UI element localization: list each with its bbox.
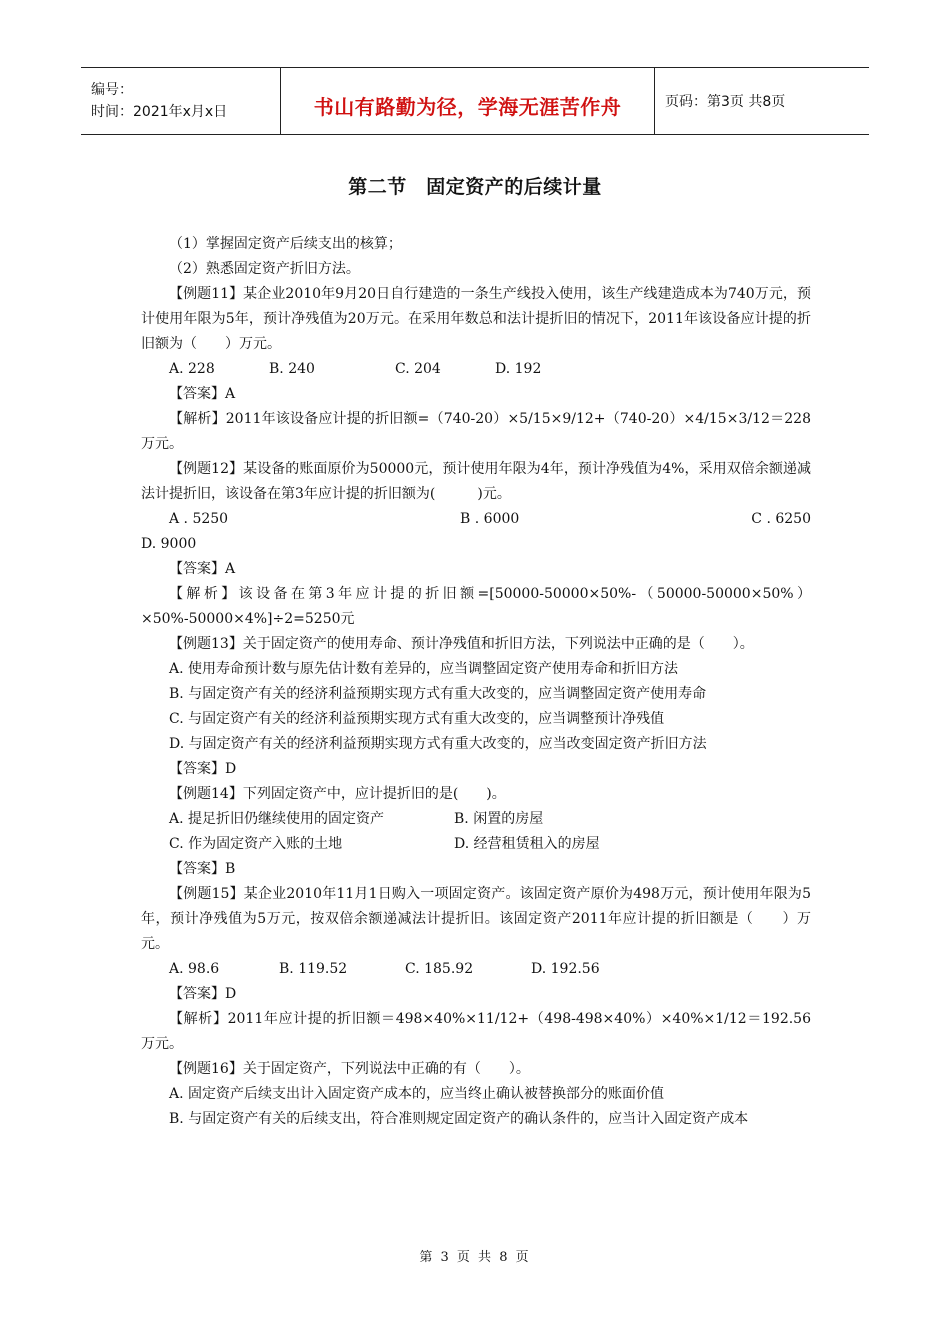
motto: 书山有路勤为径，学海无涯苦作舟 [313, 94, 622, 119]
document-body [141, 232, 811, 1132]
option-b: B. 119.52 [279, 961, 348, 977]
option-a: A . 5250 [169, 511, 229, 527]
question-14: 【例题14】下列固定资产中，应计提折旧的是( )。 [169, 786, 506, 802]
option-c: C. 与固定资产有关的经济利益预期实现方式有重大改变的，应当调整预计净残值 [169, 711, 665, 727]
question-15-answer: 【答案】D [169, 986, 237, 1002]
page-footer: 第 3 页 共 8 页 [419, 1250, 531, 1265]
objective-1: （1）掌握固定资产后续支出的核算； [169, 236, 402, 252]
question-11-answer: 【答案】A [169, 386, 236, 402]
question-11: 【例题11】某企业2010年9月20日自行建造的一条生产线投入使用，该生产线建造成本为740万元，预计使用年限为5年，预计净残值为20万元。在采用年数总和法计提折旧的情况下，2011年该设备应计提的折旧额为（ ）万元。 [141, 286, 811, 352]
header-meta [81, 68, 281, 134]
question-14-answer: 【答案】B [169, 861, 236, 877]
page-header [81, 67, 869, 135]
question-11-explanation: 【解析】2011年该设备应计提的折旧额=（740-20）×5/15×9/12+（740-20）×4/15×3/12＝228万元。 [141, 411, 811, 452]
option-d: D. 经营租赁租入的房屋 [454, 836, 600, 852]
question-15-options [141, 957, 811, 982]
option-a: A. 使用寿命预计数与原先估计数有差异的，应当调整固定资产使用寿命和折旧方法 [169, 661, 679, 677]
option-d: D. 192.56 [531, 961, 600, 977]
option-b: B . 6000 [460, 511, 520, 527]
option-c: C. 185.92 [405, 961, 474, 977]
question-12-option-d: D. 9000 [141, 536, 197, 552]
question-13-answer: 【答案】D [169, 761, 237, 777]
option-a: A. 固定资产后续支出计入固定资产成本的，应当终止确认被替换部分的账面价值 [169, 1086, 665, 1102]
option-c: C. 204 [395, 361, 441, 377]
option-d: D. 与固定资产有关的经济利益预期实现方式有重大改变的，应当改变固定资产折旧方法 [169, 736, 707, 752]
question-15: 【例题15】某企业2010年11月1日购入一项固定资产。该固定资产原价为498万元，预计使用年限为5年，预计净残值为5万元，按双倍余额递减法计提折旧。该固定资产2011年应计提的折旧额是（ ）万元。 [141, 886, 811, 952]
page-info: 页码：第3页 共8页 [665, 94, 786, 110]
header-page-info-cell [655, 68, 869, 134]
question-11-options [141, 357, 811, 382]
option-a: A. 228 [169, 361, 215, 377]
number-label: 编号： [91, 82, 133, 98]
question-12-answer: 【答案】A [169, 561, 236, 577]
option-d: D. 192 [495, 361, 542, 377]
question-12-options [141, 507, 811, 532]
option-c: C . 6250 [751, 511, 811, 527]
option-b: B. 240 [269, 361, 315, 377]
header-motto-cell [281, 68, 655, 134]
option-c: C. 作为固定资产入账的土地 [169, 836, 343, 852]
question-13: 【例题13】关于固定资产的使用寿命、预计净残值和折旧方法，下列说法中正确的是（ ）。 [169, 636, 754, 652]
question-12-explanation: 【解析】该设备在第3年应计提的折旧额=[50000-50000×50%-（50000-50000×50%）×50%-50000×4%]÷2=5250元 [141, 586, 811, 627]
question-14-options-row2 [141, 832, 811, 857]
option-b: B. 与固定资产有关的经济利益预期实现方式有重大改变的，应当调整固定资产使用寿命 [169, 686, 707, 702]
option-b: B. 与固定资产有关的后续支出，符合准则规定固定资产的确认条件的，应当计入固定资产成本 [169, 1111, 749, 1127]
option-b: B. 闲置的房屋 [454, 811, 544, 827]
objective-2: （2）熟悉固定资产折旧方法。 [169, 261, 360, 277]
option-a: A. 98.6 [169, 961, 220, 977]
question-15-explanation: 【解析】2011年应计提的折旧额＝498×40%×11/12+（498-498×40%）×40%×1/12＝192.56万元。 [141, 1011, 811, 1052]
question-12: 【例题12】某设备的账面原价为50000元，预计使用年限为4年，预计净残值为4%，采用双倍余额递减法计提折旧，该设备在第3年应计提的折旧额为( )元。 [141, 461, 811, 502]
option-a: A. 提足折旧仍继续使用的固定资产 [169, 811, 385, 827]
question-14-options-row1 [141, 807, 811, 832]
date-line: 时间：2021年x月x日 [91, 104, 228, 120]
question-16: 【例题16】关于固定资产，下列说法中正确的有（ ）。 [169, 1061, 530, 1077]
section-title: 第二节 固定资产的后续计量 [348, 176, 602, 198]
